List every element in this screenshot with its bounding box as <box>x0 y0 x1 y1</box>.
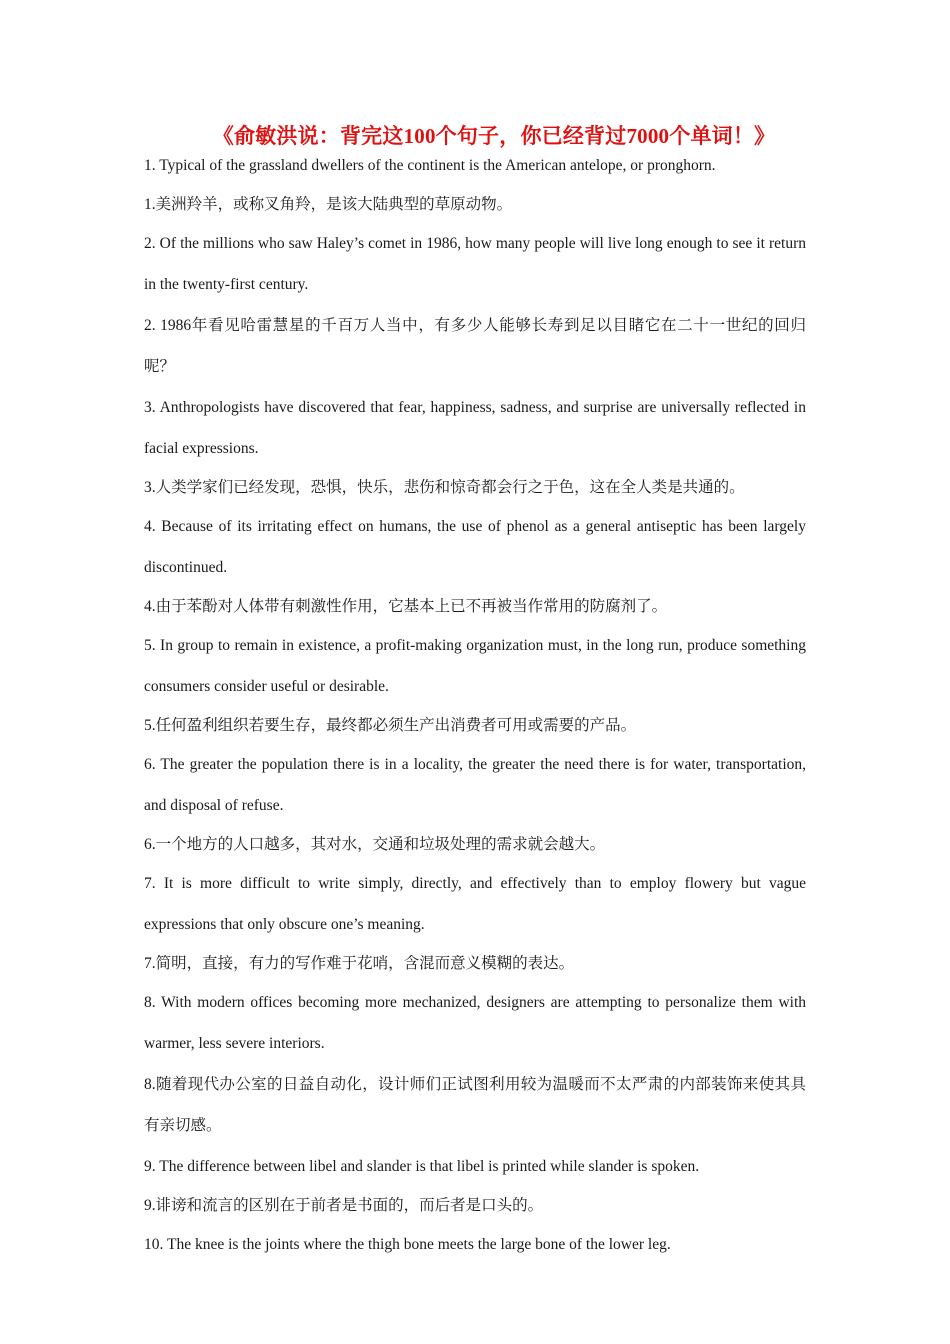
document-body <box>144 145 806 1265</box>
sentence-3-english: 3. Anthropologists have discovered that fear, happiness, sadness, and surprise are universally reflected in facial expressions. <box>144 399 806 457</box>
sentence-4-english: 4. Because of its irritating effect on humans, the use of phenol as a general antiseptic has been largely discontinued. <box>144 518 806 576</box>
sentence-5-english: 5. In group to remain in existence, a profit-making organization must, in the long run, produce something consumers consider useful or desirable. <box>144 637 806 695</box>
sentence-2-chinese: 2. 1986年看见哈雷慧星的千百万人当中，有多少人能够长寿到足以目睹它在二十一世纪的回归呢？ <box>144 317 806 375</box>
sentence-5-chinese: 5.任何盈利组织若要生存，最终都必须生产出消费者可用或需要的产品。 <box>144 717 637 734</box>
sentence-4-chinese: 4.由于苯酚对人体带有刺激性作用，它基本上已不再被当作常用的防腐剂了。 <box>144 598 668 615</box>
sentence-7-chinese: 7.简明，直接，有力的写作难于花哨，含混而意义模糊的表达。 <box>144 955 575 972</box>
sentence-8-english: 8. With modern offices becoming more mechanized, designers are attempting to personalize them with warmer, less severe interiors. <box>144 994 806 1052</box>
sentence-3-chinese: 3.人类学家们已经发现，恐惧，快乐，悲伤和惊奇都会行之于色，这在全人类是共通的。 <box>144 479 745 496</box>
sentence-7-english: 7. It is more difficult to write simply, directly, and effectively than to employ flowery but vague expressions that only obscure one’s meaning. <box>144 875 806 933</box>
sentence-8-chinese: 8.随着现代办公室的日益自动化，设计师们正试图利用较为温暖而不太严肃的内部装饰来使其具有亲切感。 <box>144 1076 806 1134</box>
sentence-9-english: 9. The difference between libel and slander is that libel is printed while slander is spoken. <box>144 1158 700 1175</box>
sentence-9-chinese: 9.诽谤和流言的区别在于前者是书面的，而后者是口头的。 <box>144 1197 544 1214</box>
sentence-2-english: 2. Of the millions who saw Haley’s comet in 1986, how many people will live long enough to see it return in the twenty-first century. <box>144 235 806 293</box>
sentence-1-chinese: 1.美洲羚羊，或称叉角羚，是该大陆典型的草原动物。 <box>144 196 513 213</box>
sentence-10-english: 10. The knee is the joints where the thigh bone meets the large bone of the lower leg. <box>144 1236 671 1253</box>
sentence-6-chinese: 6.一个地方的人口越多，其对水，交通和垃圾处理的需求就会越大。 <box>144 836 606 853</box>
document-title: 《俞敏洪说：背完这100个句子，你已经背过7000个单词！》 <box>212 124 776 148</box>
sentence-6-english: 6. The greater the population there is in a locality, the greater the need there is for water, transportation, and disposal of refuse. <box>144 756 806 814</box>
sentence-1-english: 1. Typical of the grassland dwellers of the continent is the American antelope, or pronghorn. <box>144 157 716 174</box>
